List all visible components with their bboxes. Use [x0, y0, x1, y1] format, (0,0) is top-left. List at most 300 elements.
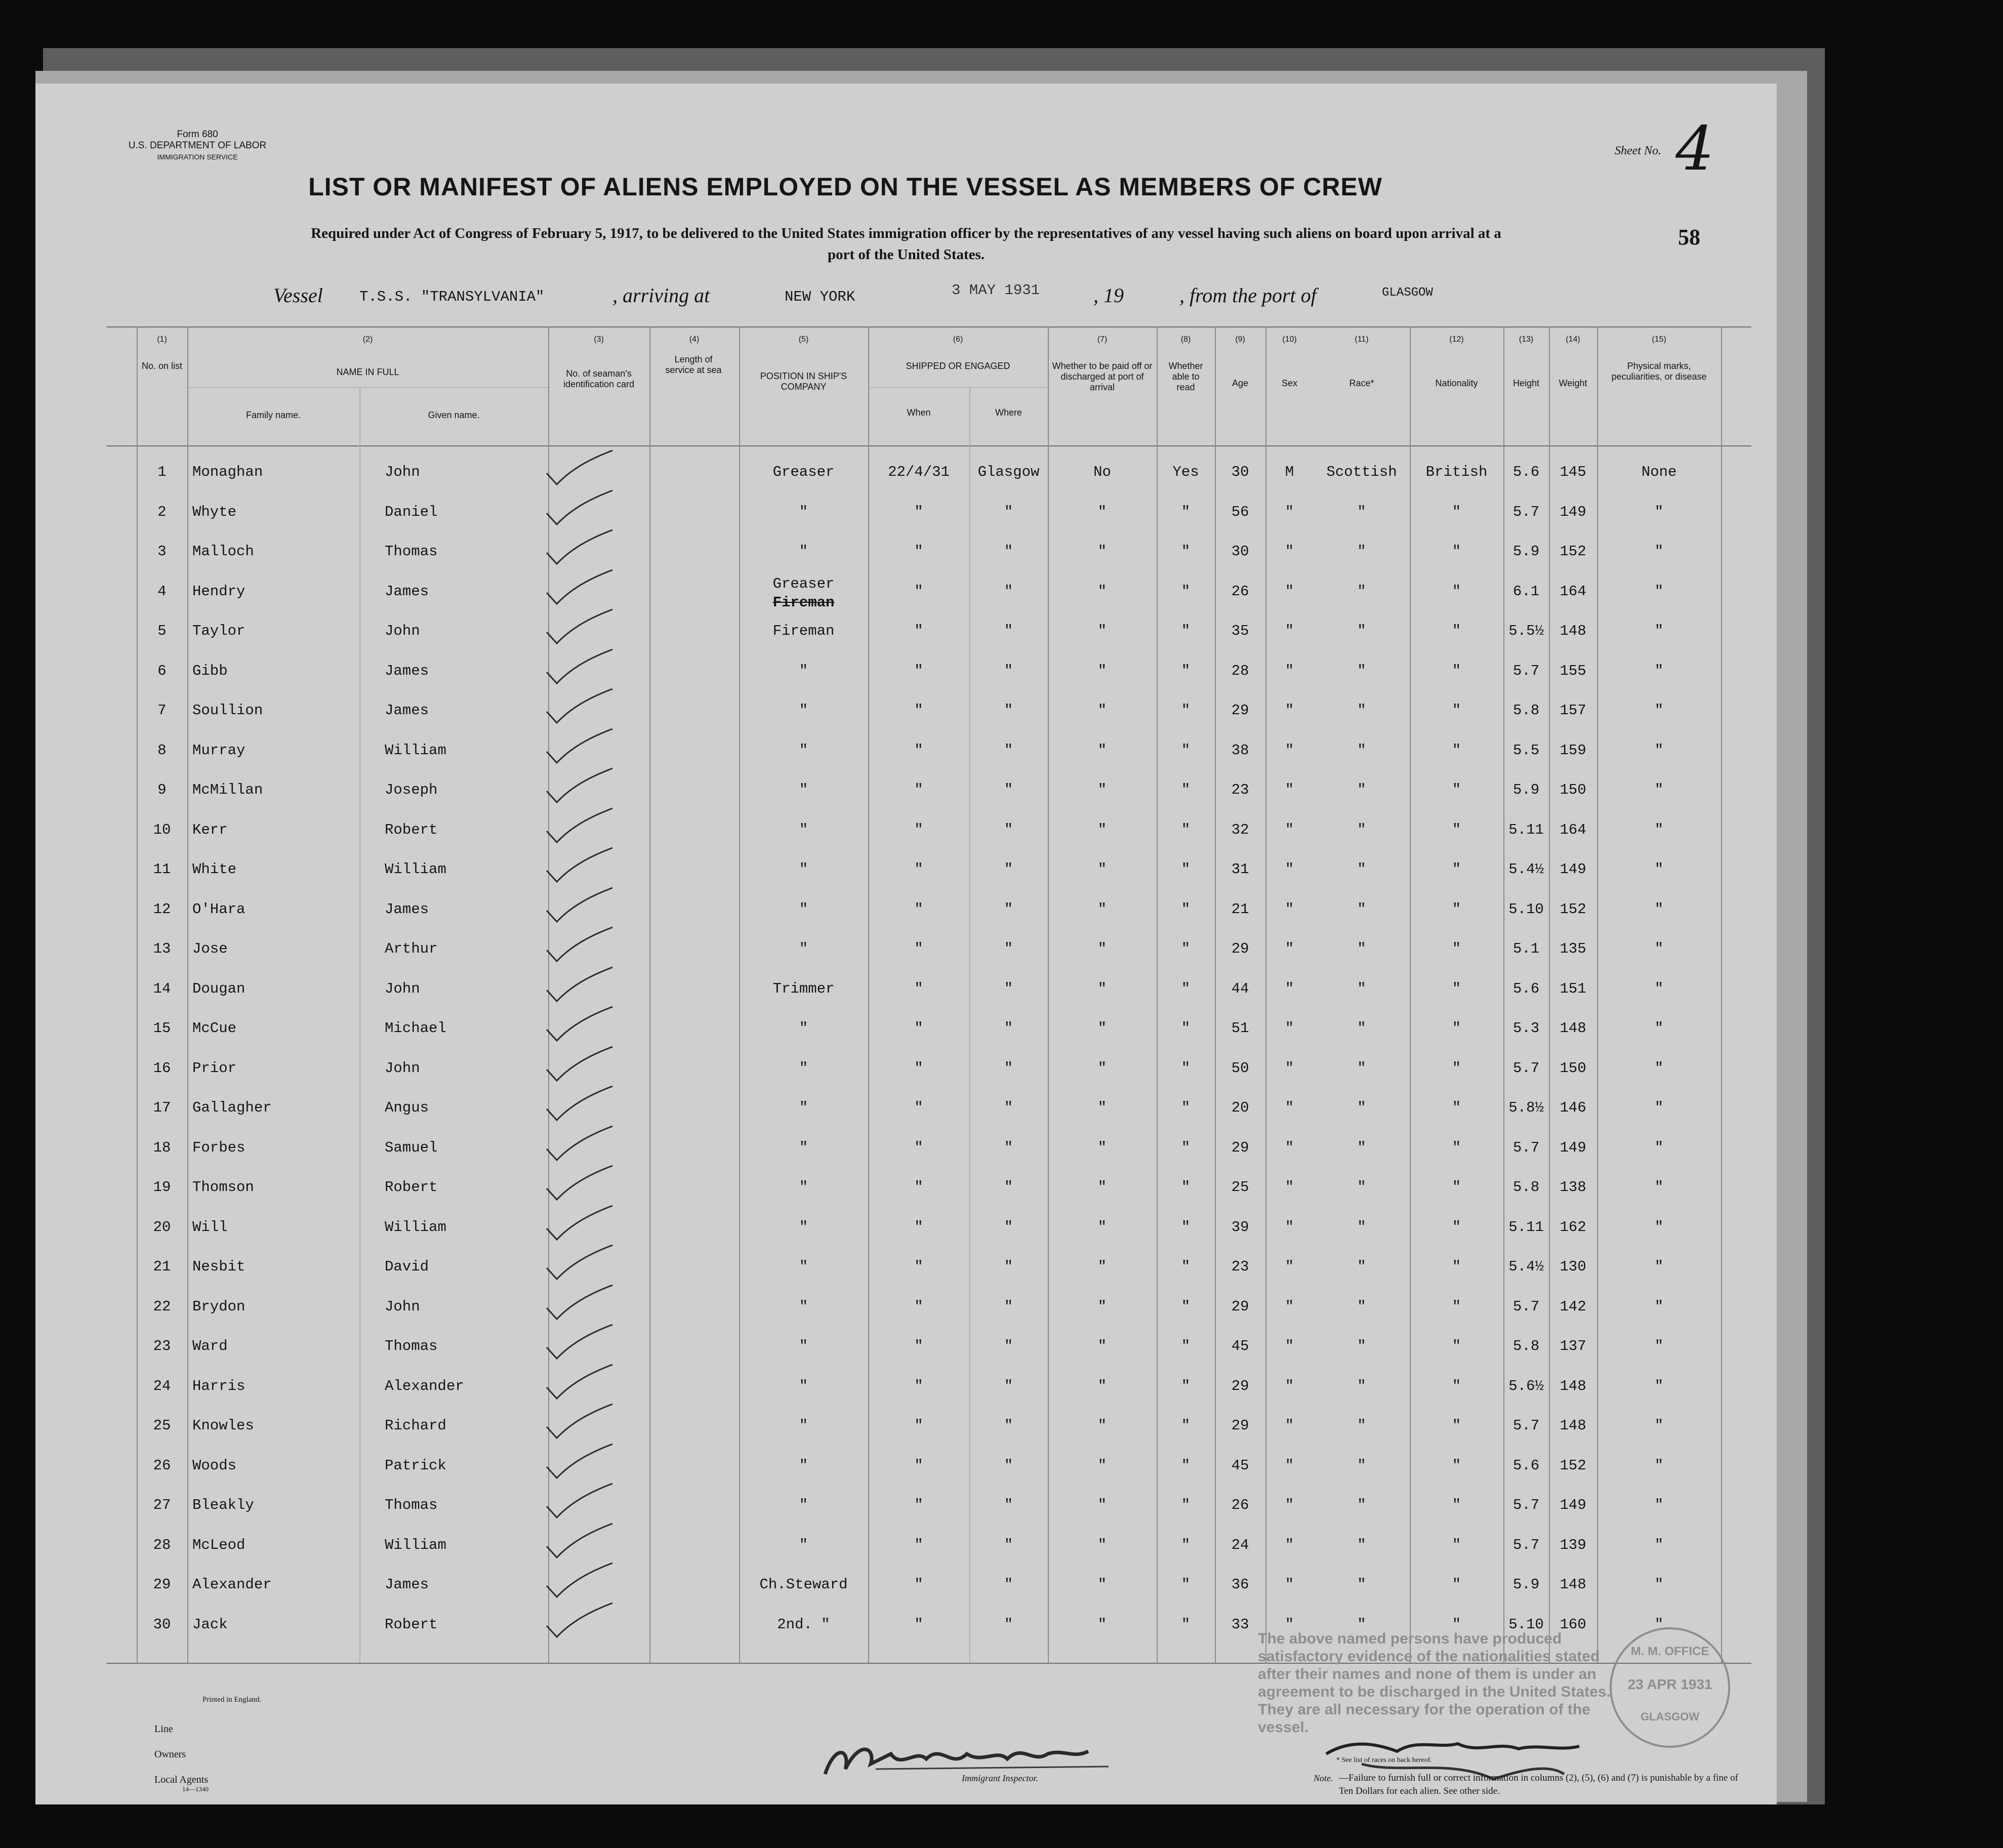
cell-marks: "	[1654, 742, 1664, 759]
office-stamp-date: 23 APR 1931	[1627, 1676, 1712, 1692]
cell-nationality: "	[1452, 1377, 1461, 1394]
check-mark-icon	[542, 1283, 618, 1323]
cell-no: 7	[157, 702, 167, 719]
cell-position: "	[799, 821, 808, 838]
cell-read: "	[1181, 940, 1191, 957]
cell-sex: "	[1285, 623, 1294, 639]
cell-paid: "	[1097, 543, 1107, 560]
check-mark-icon	[542, 1481, 618, 1522]
cell-weight: 152	[1560, 900, 1586, 918]
cell-nationality: "	[1452, 1298, 1461, 1315]
cell-given: John	[385, 1298, 420, 1315]
cell-weight: 148	[1560, 1020, 1586, 1037]
check-mark-icon	[542, 925, 618, 965]
cell-height: 5.5½	[1508, 623, 1544, 639]
manifest-page	[35, 84, 1777, 1804]
check-mark-icon	[542, 647, 618, 687]
cell-age: 35	[1231, 623, 1249, 639]
cell-sex: "	[1285, 662, 1294, 679]
cell-read: "	[1181, 1020, 1191, 1037]
cell-height: 5.8	[1513, 702, 1540, 719]
cell-weight: 149	[1560, 1139, 1586, 1156]
col-header-length: Length of service at sea	[665, 354, 722, 375]
cell-height: 5.4½	[1508, 1258, 1544, 1275]
cell-when: "	[914, 821, 923, 838]
cell-given: Joseph	[385, 782, 438, 798]
cell-given: Angus	[385, 1099, 429, 1116]
cell-nationality: "	[1452, 623, 1461, 639]
cell-when: "	[914, 980, 923, 997]
cell-position: Greaser	[772, 464, 835, 480]
cell-race: "	[1357, 900, 1366, 918]
col-header-where: Where	[995, 407, 1022, 418]
cell-when: "	[914, 1616, 923, 1633]
cell-no: 5	[157, 623, 167, 639]
table-row	[35, 731, 1777, 770]
cell-height: 5.9	[1513, 1576, 1540, 1593]
cell-height: 5.6	[1513, 1457, 1540, 1474]
cell-family: White	[192, 861, 237, 878]
cell-race: "	[1357, 1377, 1366, 1394]
cell-when: "	[914, 1377, 923, 1394]
cell-height: 5.9	[1513, 543, 1540, 560]
cell-weight: 145	[1560, 464, 1586, 480]
table-row	[35, 1486, 1777, 1525]
table-row	[35, 493, 1777, 531]
cell-family: Alexander	[192, 1576, 272, 1593]
cell-read: "	[1181, 1377, 1191, 1394]
cell-given: David	[385, 1258, 429, 1275]
note-prefix: Note.	[1314, 1773, 1333, 1783]
cell-weight: 148	[1560, 1576, 1586, 1593]
cell-position: "	[799, 1179, 808, 1196]
cell-read: "	[1181, 980, 1191, 997]
cell-no: 17	[153, 1099, 171, 1116]
cell-family: Whyte	[192, 503, 237, 520]
cell-height: 5.1	[1513, 940, 1540, 957]
cell-marks: "	[1654, 1377, 1664, 1394]
arrival-port: NEW YORK	[785, 289, 855, 305]
cell-nationality: "	[1452, 1179, 1461, 1196]
cell-no: 14	[153, 980, 171, 997]
cell-weight: 150	[1560, 782, 1586, 798]
cell-given: John	[385, 980, 420, 997]
cell-read: "	[1181, 662, 1191, 679]
cell-where: "	[1004, 1059, 1013, 1077]
cell-marks: "	[1654, 861, 1664, 878]
check-mark-icon	[542, 1402, 618, 1442]
cell-when: "	[914, 503, 923, 520]
cell-race: "	[1357, 1298, 1366, 1315]
cell-where: "	[1004, 1576, 1013, 1593]
cell-position: "	[799, 1139, 808, 1156]
cell-race: "	[1357, 583, 1366, 600]
cell-weight: 149	[1560, 503, 1586, 520]
cell-height: 5.7	[1513, 1497, 1540, 1513]
cell-no: 10	[153, 821, 171, 838]
owners-label: Owners	[154, 1749, 186, 1760]
cell-where: "	[1004, 900, 1013, 918]
cell-given: James	[385, 662, 429, 679]
cell-weight: 148	[1560, 623, 1586, 639]
cell-sex: "	[1285, 1457, 1294, 1474]
cell-marks: "	[1654, 980, 1664, 997]
cell-race: "	[1357, 1616, 1366, 1633]
cell-age: 24	[1231, 1536, 1249, 1553]
cell-nationality: "	[1452, 503, 1461, 520]
cell-height: 5.9	[1513, 782, 1540, 798]
cell-sex: "	[1285, 1258, 1294, 1275]
col-num-3: (3)	[594, 335, 604, 344]
races-note: * See list of races on back hereof.	[1336, 1756, 1432, 1764]
cell-weight: 160	[1560, 1616, 1586, 1633]
cell-when: "	[914, 861, 923, 878]
cell-no: 21	[153, 1258, 171, 1275]
cell-nationality: "	[1452, 980, 1461, 997]
cell-paid: No	[1093, 464, 1111, 480]
cell-position: "	[799, 543, 808, 560]
table-row	[35, 1367, 1777, 1406]
table-row	[35, 572, 1777, 611]
cell-nationality: "	[1452, 1616, 1461, 1633]
cell-family: Gibb	[192, 662, 228, 679]
cell-family: Harris	[192, 1377, 246, 1394]
cell-height: 5.10	[1508, 1616, 1544, 1633]
cell-position: "	[799, 1218, 808, 1236]
cell-nationality: "	[1452, 1417, 1461, 1434]
table-row	[35, 1168, 1777, 1207]
check-mark-icon	[542, 607, 618, 647]
cell-when: "	[914, 662, 923, 679]
col-header-race: Race*	[1349, 378, 1374, 388]
table-row	[35, 1248, 1777, 1286]
cell-where: "	[1004, 1139, 1013, 1156]
cell-given: John	[385, 464, 420, 480]
cell-family: Murray	[192, 742, 246, 759]
cell-family: Nesbit	[192, 1258, 246, 1275]
cell-race: "	[1357, 1059, 1366, 1077]
cell-nationality: "	[1452, 900, 1461, 918]
col-num-11: (11)	[1355, 335, 1369, 344]
cell-marks: "	[1654, 940, 1664, 957]
cell-no: 1	[157, 464, 167, 480]
cell-age: 30	[1231, 543, 1249, 560]
cell-race: "	[1357, 503, 1366, 520]
cell-marks: "	[1654, 1179, 1664, 1196]
cell-when: "	[914, 1497, 923, 1513]
cell-given: William	[385, 861, 446, 878]
cell-marks: "	[1654, 1099, 1664, 1116]
cell-when: "	[914, 623, 923, 639]
cell-read: "	[1181, 1457, 1191, 1474]
table-row	[35, 1447, 1777, 1485]
cell-nationality: "	[1452, 1218, 1461, 1236]
cell-when: "	[914, 543, 923, 560]
cell-nationality: "	[1452, 702, 1461, 719]
cell-read: "	[1181, 1417, 1191, 1434]
cell-where: "	[1004, 1020, 1013, 1037]
cell-age: 29	[1231, 1377, 1249, 1394]
cell-paid: "	[1097, 1417, 1107, 1434]
cell-nationality: "	[1452, 1059, 1461, 1077]
cell-where: "	[1004, 742, 1013, 759]
cell-race: "	[1357, 1417, 1366, 1434]
cell-race: "	[1357, 1020, 1366, 1037]
cell-read: "	[1181, 1258, 1191, 1275]
cell-paid: "	[1097, 1059, 1107, 1077]
cell-paid: "	[1097, 662, 1107, 679]
cell-age: 56	[1231, 503, 1249, 520]
col-header-no: No. on list	[141, 361, 183, 371]
cell-read: "	[1181, 782, 1191, 798]
cell-age: 25	[1231, 1179, 1249, 1196]
cell-race: "	[1357, 1099, 1366, 1116]
cell-given: Daniel	[385, 503, 438, 520]
cell-when: "	[914, 782, 923, 798]
cell-weight: 149	[1560, 861, 1586, 878]
cell-marks: "	[1654, 1536, 1664, 1553]
cell-where: "	[1004, 1536, 1013, 1553]
cell-where: "	[1004, 980, 1013, 997]
cell-when: "	[914, 1417, 923, 1434]
cell-paid: "	[1097, 1298, 1107, 1315]
cell-no: 3	[157, 543, 167, 560]
cell-race: "	[1357, 861, 1366, 878]
cell-no: 20	[153, 1218, 171, 1236]
cell-read: "	[1181, 1298, 1191, 1315]
cell-read: "	[1181, 1179, 1191, 1196]
cell-no: 29	[153, 1576, 171, 1593]
cell-given: Robert	[385, 1616, 438, 1633]
cell-where: "	[1004, 861, 1013, 878]
cell-weight: 139	[1560, 1536, 1586, 1553]
cell-marks: "	[1654, 1298, 1664, 1315]
cell-marks: "	[1654, 1457, 1664, 1474]
cell-age: 29	[1231, 1298, 1249, 1315]
cell-age: 29	[1231, 1139, 1249, 1156]
cell-height: 5.4½	[1508, 861, 1544, 878]
cell-paid: "	[1097, 1457, 1107, 1474]
cell-given: James	[385, 702, 429, 719]
table-header-rule	[106, 445, 1751, 446]
cell-position: "	[799, 1338, 808, 1354]
declaration-stamp: The above named persons have produced satisfactory evidence of the nationalities stated after their names and none of them is under an agreement to be discharged in the United States. They are all necessary for the operation of the vessel.	[1258, 1630, 1611, 1736]
cell-given: Arthur	[385, 940, 438, 957]
vessel-label: Vessel	[273, 284, 323, 307]
cell-marks: "	[1654, 583, 1664, 600]
cell-position: "	[799, 702, 808, 719]
cell-paid: "	[1097, 503, 1107, 520]
cell-when: "	[914, 1536, 923, 1553]
cell-family: Hendry	[192, 583, 246, 600]
table-row	[35, 1566, 1777, 1604]
check-mark-icon	[542, 488, 618, 528]
check-mark-icon	[542, 806, 618, 846]
col-header-read: Whether able to read	[1168, 361, 1203, 392]
cell-paid: "	[1097, 861, 1107, 878]
cell-age: 20	[1231, 1099, 1249, 1116]
cell-read: "	[1181, 1536, 1191, 1553]
cell-where: "	[1004, 1616, 1013, 1633]
cell-where: "	[1004, 1218, 1013, 1236]
cell-no: 25	[153, 1417, 171, 1434]
cell-age: 21	[1231, 900, 1249, 918]
col-num-10: (10)	[1282, 335, 1297, 344]
table-row	[35, 811, 1777, 849]
table-row	[35, 1407, 1777, 1445]
cell-family: Forbes	[192, 1139, 246, 1156]
col-header-when: When	[907, 407, 931, 418]
table-row	[35, 1526, 1777, 1565]
cell-family: Soullion	[192, 702, 263, 719]
cell-height: 5.7	[1513, 1417, 1540, 1434]
cell-position: "	[799, 1417, 808, 1434]
cell-no: 23	[153, 1338, 171, 1354]
from-label: , from the port of	[1179, 284, 1317, 307]
printed-note: Printed in England.	[202, 1696, 262, 1704]
cell-family: Gallagher	[192, 1099, 272, 1116]
cell-nationality: "	[1452, 821, 1461, 838]
col-num-5: (5)	[798, 335, 809, 344]
cell-marks: "	[1654, 623, 1664, 639]
cell-sex: "	[1285, 1616, 1294, 1633]
line-label: Line	[154, 1723, 173, 1735]
check-mark-icon	[542, 1084, 618, 1124]
cell-read: "	[1181, 742, 1191, 759]
cell-where: "	[1004, 1258, 1013, 1275]
cell-read: "	[1181, 623, 1191, 639]
cell-no: 11	[153, 861, 171, 878]
cell-read: Yes	[1172, 464, 1199, 480]
cell-marks: "	[1654, 1616, 1664, 1633]
cell-weight: 146	[1560, 1099, 1586, 1116]
cell-marks: "	[1654, 900, 1664, 918]
cell-given: Richard	[385, 1417, 446, 1434]
cell-family: Woods	[192, 1457, 237, 1474]
cell-read: "	[1181, 543, 1191, 560]
cell-paid: "	[1097, 1338, 1107, 1354]
cell-sex: "	[1285, 1377, 1294, 1394]
check-mark-icon	[542, 527, 618, 568]
cell-height: 5.6	[1513, 464, 1540, 480]
col-num-8: (8)	[1180, 335, 1191, 344]
cell-age: 31	[1231, 861, 1249, 878]
cell-position: "	[799, 1099, 808, 1116]
cell-race: "	[1357, 980, 1366, 997]
year-label: , 19	[1093, 284, 1124, 307]
col-num-9: (9)	[1235, 335, 1245, 344]
table-row	[35, 1089, 1777, 1127]
cell-race: "	[1357, 623, 1366, 639]
cell-where: "	[1004, 1298, 1013, 1315]
cell-given: William	[385, 742, 446, 759]
cell-family: Kerr	[192, 821, 228, 838]
cell-weight: 164	[1560, 583, 1586, 600]
cell-height: 5.7	[1513, 662, 1540, 679]
cell-where: Glasgow	[977, 464, 1040, 480]
cell-when: "	[914, 1099, 923, 1116]
cell-when: "	[914, 900, 923, 918]
cell-sex: "	[1285, 782, 1294, 798]
cell-position: "	[799, 940, 808, 957]
cell-sex: "	[1285, 1179, 1294, 1196]
cell-paid: "	[1097, 980, 1107, 997]
col-num-12: (12)	[1449, 335, 1464, 344]
check-mark-icon	[542, 1004, 618, 1045]
cell-family: Taylor	[192, 623, 246, 639]
col-num-1: (1)	[157, 335, 167, 344]
check-mark-icon	[542, 1362, 618, 1403]
cell-height: 5.7	[1513, 1139, 1540, 1156]
cell-no: 4	[157, 583, 167, 600]
check-mark-icon	[542, 885, 618, 926]
shipped-subheader-rule	[868, 387, 1048, 388]
cell-paid: "	[1097, 900, 1107, 918]
cell-no: 2	[157, 503, 167, 520]
cell-family: McLeod	[192, 1536, 246, 1553]
cell-sex: "	[1285, 1218, 1294, 1236]
cell-when: "	[914, 1179, 923, 1196]
cell-nationality: "	[1452, 782, 1461, 798]
cell-given: James	[385, 900, 429, 918]
cell-nationality: "	[1452, 662, 1461, 679]
cell-height: 5.11	[1508, 821, 1544, 838]
cell-given: William	[385, 1218, 446, 1236]
cell-sex: "	[1285, 861, 1294, 878]
check-mark-icon	[542, 448, 618, 488]
check-mark-icon	[542, 1163, 618, 1204]
cell-marks: "	[1654, 543, 1664, 560]
cell-age: 32	[1231, 821, 1249, 838]
cell-when: "	[914, 1258, 923, 1275]
cell-where: "	[1004, 1457, 1013, 1474]
cell-given: William	[385, 1536, 446, 1553]
check-mark-icon	[542, 1124, 618, 1164]
cell-read: "	[1181, 503, 1191, 520]
cell-marks: "	[1654, 702, 1664, 719]
cell-nationality: "	[1452, 1497, 1461, 1513]
cell-read: "	[1181, 821, 1191, 838]
cell-paid: "	[1097, 1576, 1107, 1593]
check-mark-icon	[542, 567, 618, 608]
cell-no: 16	[153, 1059, 171, 1077]
cell-where: "	[1004, 1377, 1013, 1394]
cell-height: 5.7	[1513, 1536, 1540, 1553]
cell-race: "	[1357, 1218, 1366, 1236]
form-number: Form 680	[177, 129, 218, 140]
cell-given: James	[385, 1576, 429, 1593]
cell-paid: "	[1097, 940, 1107, 957]
check-mark-icon	[542, 965, 618, 1005]
cell-paid: "	[1097, 1020, 1107, 1037]
cell-paid: "	[1097, 1377, 1107, 1394]
cell-sex: "	[1285, 940, 1294, 957]
cell-read: "	[1181, 900, 1191, 918]
cell-position: "	[799, 861, 808, 878]
cell-paid: "	[1097, 1497, 1107, 1513]
cell-paid: "	[1097, 623, 1107, 639]
cell-marks: "	[1654, 1059, 1664, 1077]
cell-paid: "	[1097, 583, 1107, 600]
cell-height: 5.6½	[1508, 1377, 1544, 1394]
cell-no: 27	[153, 1497, 171, 1513]
cell-when: 22/4/31	[888, 464, 950, 480]
cell-age: 26	[1231, 583, 1249, 600]
cell-given: Michael	[385, 1020, 446, 1037]
cell-race: "	[1357, 821, 1366, 838]
check-mark-icon	[542, 1521, 618, 1562]
cell-age: 23	[1231, 782, 1249, 798]
